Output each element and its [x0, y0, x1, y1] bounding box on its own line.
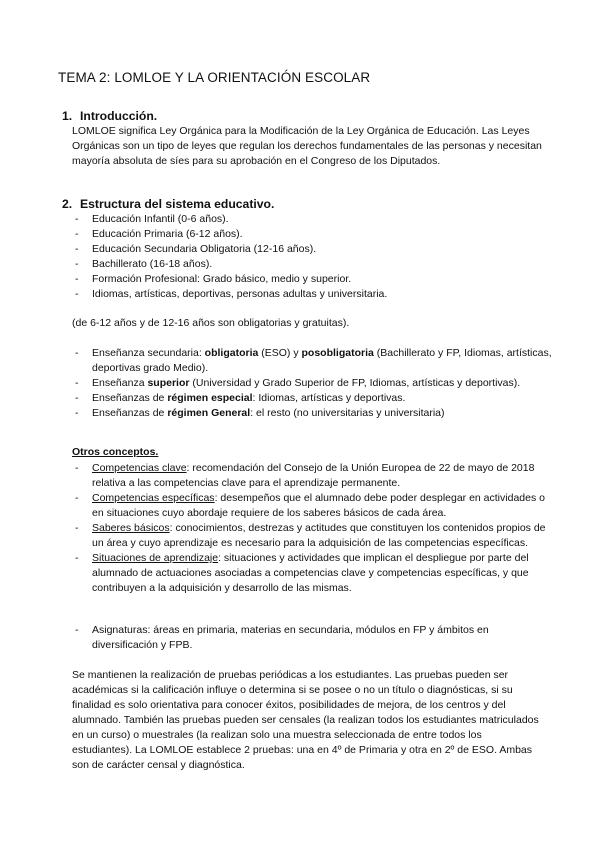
- section-number: 2.: [62, 197, 73, 211]
- education-levels-list: [72, 212, 552, 302]
- list-item: - Educación Secundaria Obligatoria (12-16 años).: [75, 243, 317, 255]
- concepts-heading: Otros conceptos.: [72, 446, 159, 458]
- list-item: - Enseñanza superior (Universidad y Grado Superior de FP, Idiomas, artísticas y deportivas).: [75, 377, 521, 389]
- list-item: - Enseñanzas de régimen especial: Idiomas, artísticas y deportivas.: [75, 392, 406, 404]
- section-title: Estructura del sistema educativo.: [80, 197, 275, 211]
- concepts-list: [72, 461, 552, 596]
- list-item: - Bachillerato (16-18 años).: [75, 258, 213, 270]
- page-title: TEMA 2: LOMLOE Y LA ORIENTACIÓN ESCOLAR: [58, 70, 371, 85]
- list-item: - Saberes básicos: conocimientos, destrezas y actitudes que constituyen los contenidos propios de un área y cuyo aprendizaje es necesario para la adquisición de las competencias específicas.: [75, 522, 546, 549]
- intro-paragraph: LOMLOE significa Ley Orgánica para la Modificación de la Ley Orgánica de Educación. Las Leyes Orgánicas son un tipo de leyes que regulan los derechos fundamentales de las personas y necesitan mayoría absoluta de síes para su aprobación en el Congreso de los Diputados.: [72, 125, 542, 167]
- list-item: - Competencias específicas: desempeños que el alumnado debe poder desplegar en actividades o en situaciones cuyo abordaje requiere de los saberes básicos de cada área.: [75, 492, 545, 519]
- section-heading-introduccion: [62, 109, 157, 123]
- list-item: - Asignaturas: áreas en primaria, materias en secundaria, módulos en FP y ámbitos en diversificación y FPB.: [75, 624, 489, 651]
- list-item: - Enseñanza secundaria: obligatoria (ESO) y posobligatoria (Bachillerato y FP, Idiomas, artísticas, deportivas grado Medio).: [75, 347, 552, 374]
- list-item: - Idiomas, artísticas, deportivas, personas adultas y universitaria.: [75, 288, 388, 300]
- list-item: - Educación Infantil (0-6 años).: [75, 213, 229, 225]
- list-item: - Formación Profesional: Grado básico, medio y superior.: [75, 273, 352, 285]
- section-number: 1.: [62, 109, 73, 123]
- closing-paragraph: Se mantienen la realización de pruebas periódicas a los estudiantes. Las pruebas pueden ser académicas si la calificación influye o determina si se posee o no un título o diagnósticas, si su finalidad es solo orientativa para conocer éxitos, posibilidades de mejora, de los centros y del alumnado. También las pruebas pueden ser censales (la realizan todos los estudiantes matriculados en un curso) o muestrales (la realizan solo una muestra seleccionada de entre todos los estudiantes). La LOMLOE establece 2 pruebas: una en 4º de Primaria y otra en 2º de ESO. Ambas son de carácter censal y diagnóstica.: [72, 669, 539, 771]
- section-heading-estructura: [62, 197, 274, 211]
- section-title: Introducción.: [80, 109, 158, 123]
- compulsory-note: (de 6-12 años y de 12-16 años son obligatorias y gratuitas).: [72, 317, 350, 329]
- list-item: - Enseñanzas de régimen General: el resto (no universitarias y universitaria): [75, 407, 445, 419]
- list-item: - Situaciones de aprendizaje: situaciones y actividades que implican el despliegue por parte del alumnado de actuaciones asociadas a competencias clave y competencias específicas, y que contribuyen a la adquisición y desarrollo de las mismas.: [75, 552, 529, 594]
- asignaturas-list: [72, 623, 552, 653]
- list-item: - Educación Primaria (6-12 años).: [75, 228, 243, 240]
- teaching-types-list: [72, 346, 552, 421]
- list-item: - Competencias clave: recomendación del Consejo de la Unión Europea de 22 de mayo de 2018 relativa a las competencias clave para el aprendizaje permanente.: [75, 462, 535, 489]
